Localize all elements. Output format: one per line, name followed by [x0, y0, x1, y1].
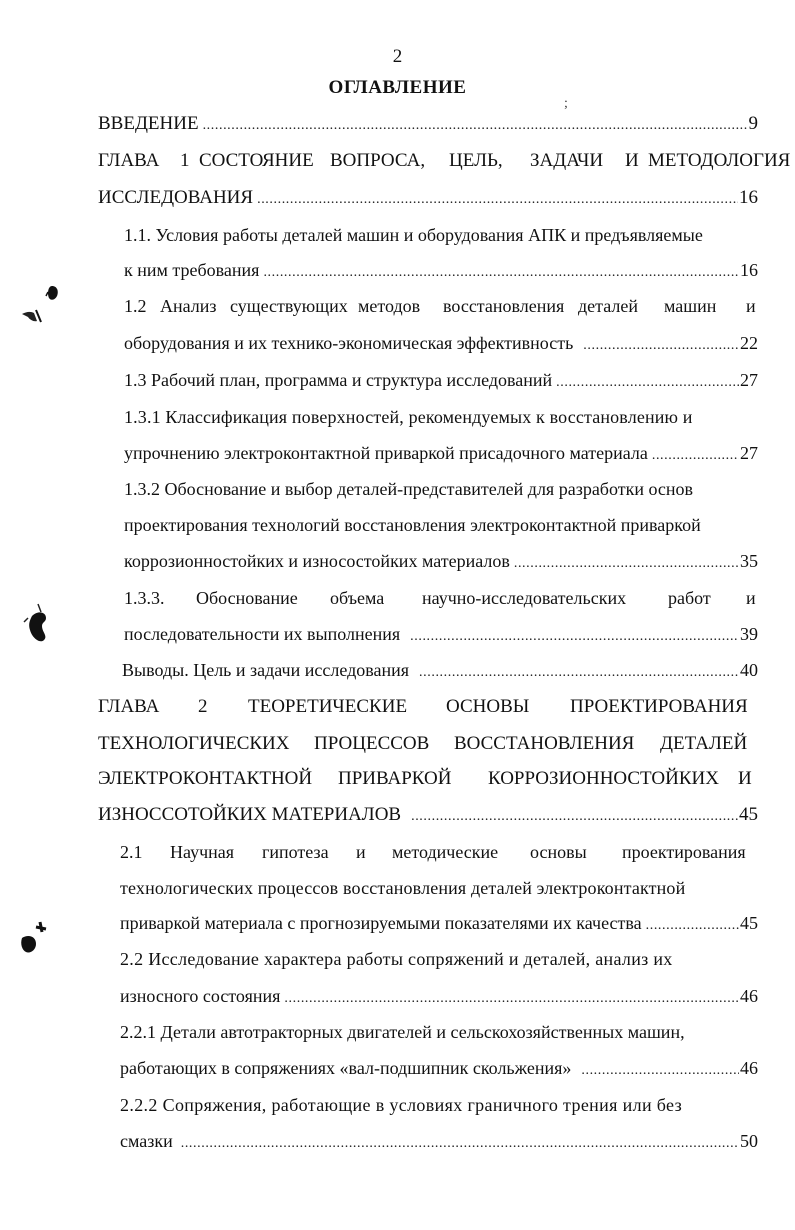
toc-word: СОСТОЯНИЕ: [199, 150, 314, 171]
toc-word: Научная: [170, 842, 235, 862]
toc-entry-introduction: [0, 112, 795, 136]
toc-word: 1.2: [124, 296, 147, 316]
toc-leader-dots: [646, 914, 739, 938]
toc-entry-title: приваркой материала с прогнозируемыми показателями их качества: [120, 913, 642, 933]
toc-leader-dots: [411, 805, 738, 829]
toc-word: методов: [358, 296, 421, 316]
toc-entry-1-1-line-2: [0, 258, 795, 282]
toc-word: ПРОЕКТИРОВАНИЯ: [570, 696, 748, 717]
toc-entry-title: Выводы. Цель и задачи исследования: [122, 660, 410, 680]
toc-entry-1-3-3-line-1: [0, 586, 795, 610]
toc-entry-page: 27: [740, 443, 758, 463]
toc-word: ВОПРОСА,: [330, 150, 426, 171]
toc-entry-2-2-1-line-2: [0, 1056, 795, 1080]
toc-word: ЗАДАЧИ: [530, 150, 604, 171]
toc-word: деталей: [578, 296, 638, 316]
toc-leader-dots: [181, 1132, 739, 1156]
toc-entry-title: износного состояния: [120, 986, 281, 1006]
toc-entry-title: 2.2 Исследование характера работы сопряжений и деталей, анализ их: [120, 949, 673, 969]
toc-entry-page: 35: [740, 551, 758, 571]
toc-entry-page: 46: [740, 1058, 758, 1078]
toc-entry-page: 9: [748, 113, 758, 134]
toc-entry-title: технологических процессов восстановления деталей электроконтактной: [120, 878, 686, 898]
toc-leader-dots: [652, 444, 739, 468]
toc-chapter-2-line-1: [0, 695, 795, 719]
toc-word: ПРИВАРКОЙ: [338, 768, 452, 789]
toc-word: Обоснование: [196, 588, 298, 608]
toc-entry-title: 1.3.1 Классификация поверхностей, рекомендуемых к восстановлению и: [124, 407, 693, 427]
toc-entry-2-2-line-2: [0, 984, 795, 1008]
toc-word: 1.3.3.: [124, 588, 165, 608]
toc-entry-title: ИССЛЕДОВАНИЯ: [98, 187, 254, 208]
toc-entry-2-1-line-2: [0, 876, 795, 900]
toc-word: Анализ: [160, 296, 217, 316]
toc-word: ОСНОВЫ: [446, 696, 530, 717]
toc-leader-dots: [556, 371, 739, 395]
toc-entry-1-2-line-2: [0, 331, 795, 355]
toc-word: и: [746, 296, 756, 316]
toc-entry-page: 46: [740, 986, 758, 1006]
toc-leader-dots: [514, 552, 739, 576]
ink-blot-mark: [18, 600, 58, 646]
toc-word: и: [746, 588, 756, 608]
page-number: 2: [392, 46, 403, 67]
toc-word: восстановления: [443, 296, 565, 316]
toc-entry-2-2-line-1: [0, 947, 795, 971]
toc-word: ВОССТАНОВЛЕНИЯ: [454, 733, 635, 754]
toc-chapter-1-line-2: [0, 186, 795, 210]
toc-leader-dots: [410, 625, 739, 649]
toc-entry-2-1-line-1: [0, 840, 795, 864]
toc-entry-title: 1.1. Условия работы деталей машин и оборудования АПК и предъявляемые: [124, 225, 703, 245]
toc-word: ТЕХНОЛОГИЧЕСКИХ: [98, 733, 290, 754]
toc-word: ГЛАВА: [98, 150, 160, 171]
toc-chapter-2-line-4: [0, 803, 795, 827]
toc-entry-title: 1.3.2 Обоснование и выбор деталей-представителей для разработки основ: [124, 479, 694, 499]
toc-entry-2-2-2-line-1: [0, 1093, 795, 1117]
toc-word: КОРРОЗИОННОСТОЙКИХ: [488, 768, 719, 789]
toc-entry-title: ВВЕДЕНИЕ: [98, 113, 199, 134]
toc-leader-dots: [257, 188, 738, 212]
toc-word: объема: [330, 588, 385, 608]
toc-entry-1-3-2-line-2: [0, 513, 795, 537]
toc-entry-page: 16: [740, 260, 758, 280]
toc-entry-title: 2.2.1 Детали автотракторных двигателей и сельскохозяйственных машин,: [120, 1022, 685, 1042]
toc-entry-1-3-2-line-3: [0, 549, 795, 573]
toc-word: 2: [198, 696, 208, 717]
toc-entry-page: 45: [739, 804, 758, 825]
toc-entry-title: проектирования технологий восстановления электроконтактной приваркой: [124, 515, 701, 535]
toc-entry-page: 16: [739, 187, 758, 208]
toc-word: существующих: [230, 296, 348, 316]
toc-entry-title: последовательности их выполнения: [124, 624, 401, 644]
toc-entry-title: коррозионностойких и износостойких материалов: [124, 551, 510, 571]
toc-entry-page: 27: [740, 370, 758, 390]
toc-leader-dots: [203, 114, 748, 138]
toc-word: машин: [664, 296, 717, 316]
toc-entry-1-1-line-1: [0, 223, 795, 247]
toc-word: основы: [530, 842, 587, 862]
toc-leader-dots: [581, 1059, 739, 1083]
toc-word: работ: [668, 588, 711, 608]
toc-chapter-2-line-2: [0, 732, 795, 756]
ink-blot-mark: [14, 280, 64, 330]
toc-word: МЕТОДОЛОГИЯ: [648, 150, 791, 171]
toc-entry-title: упрочнению электроконтактной приваркой присадочного материала: [124, 443, 648, 463]
toc-chapter-2-line-3: [0, 767, 795, 791]
toc-entry-title: к ним требования: [124, 260, 260, 280]
toc-entry-title: 2.2.2 Сопряжения, работающие в условиях граничного трения или без: [120, 1095, 683, 1115]
toc-word: ЦЕЛЬ,: [449, 150, 503, 171]
toc-entry-2-2-2-line-2: [0, 1129, 795, 1153]
toc-word: методические: [392, 842, 499, 862]
toc-word: проектирования: [622, 842, 746, 862]
toc-entry-page: 22: [740, 333, 758, 353]
toc-entry-1-3: [0, 368, 795, 392]
toc-word: И: [625, 150, 639, 171]
toc-entry-title: ИЗНОССОТОЙКИХ МАТЕРИАЛОВ: [98, 804, 402, 825]
toc-word: гипотеза: [262, 842, 329, 862]
toc-entry-page: 45: [740, 913, 758, 933]
toc-word: научно-исследовательских: [422, 588, 627, 608]
ink-blot-mark: [16, 918, 56, 960]
toc-entry-title: 1.3 Рабочий план, программа и структура исследований: [124, 370, 553, 390]
toc-entry-page: 50: [740, 1131, 758, 1151]
toc-word: 1: [180, 150, 190, 171]
toc-entry-1-3-1-line-1: [0, 405, 795, 429]
toc-leader-dots: [263, 261, 739, 285]
toc-word: и: [356, 842, 366, 862]
toc-leader-dots: [284, 987, 739, 1011]
toc-word: ТЕОРЕТИЧЕСКИЕ: [248, 696, 408, 717]
toc-entry-page: 40: [740, 660, 758, 680]
toc-entry-title: работающих в сопряжениях «вал-подшипник скольжения»: [120, 1058, 572, 1078]
toc-entry-1-3-2-line-1: [0, 477, 795, 501]
toc-entry-1-3-1-line-2: [0, 441, 795, 465]
toc-leader-dots: [583, 334, 739, 358]
toc-word: ЭЛЕКТРОКОНТАКТНОЙ: [98, 768, 313, 789]
toc-entry-conclusions: [0, 658, 795, 682]
toc-entry-title: оборудования и их технико-экономическая эффективность: [124, 333, 574, 353]
scan-artifact-mark: ;: [564, 96, 568, 111]
toc-entry-1-3-3-line-2: [0, 622, 795, 646]
toc-word: 2.1: [120, 842, 143, 862]
toc-entry-2-1-line-3: [0, 911, 795, 935]
toc-word: И: [738, 768, 752, 789]
toc-entry-title: смазки: [120, 1131, 173, 1151]
toc-entry-2-2-1-line-1: [0, 1020, 795, 1044]
toc-word: ГЛАВА: [98, 696, 160, 717]
toc-chapter-1-line-1: [0, 149, 795, 173]
toc-word: ПРОЦЕССОВ: [314, 733, 430, 754]
toc-entry-page: 39: [740, 624, 758, 644]
toc-word: ДЕТАЛЕЙ: [660, 733, 748, 754]
toc-heading: ОГЛАВЛЕНИЕ: [328, 77, 467, 98]
toc-leader-dots: [419, 661, 739, 685]
toc-entry-1-2-line-1: [0, 294, 795, 318]
